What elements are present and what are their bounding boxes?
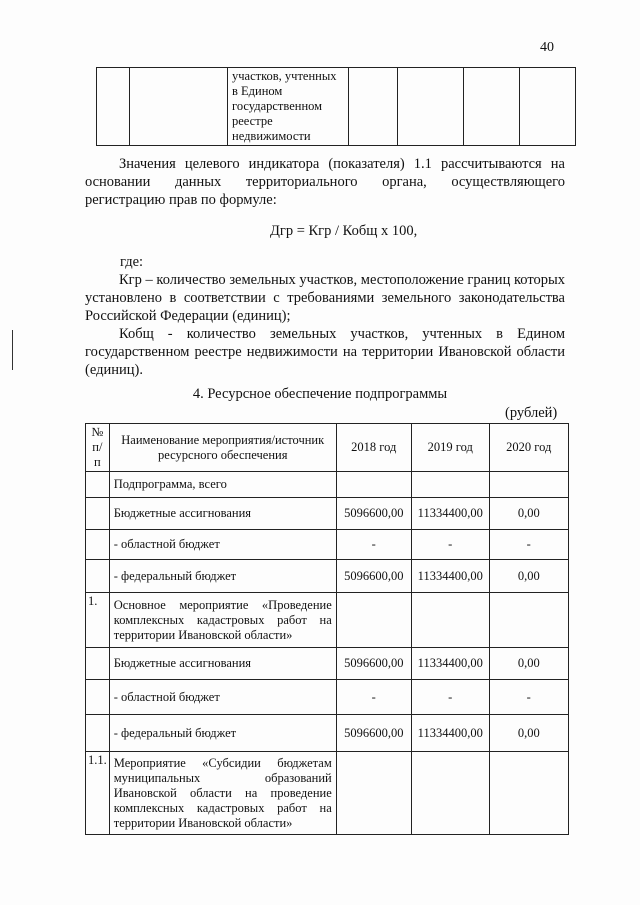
value-2018 (336, 472, 411, 498)
table-row (86, 752, 569, 835)
value-2018 (336, 752, 411, 835)
row-number (86, 648, 110, 680)
paragraph-indicator: Значения целевого индикатора (показателя) 1.1 рассчитываются на основании данных территориального органа, осуществляющего регистрацию прав по формуле: (85, 156, 565, 208)
value-2019: - (411, 530, 489, 560)
row-number: 1. (86, 593, 110, 648)
table-row (86, 530, 569, 560)
row-name: Бюджетные ассигнования (109, 648, 336, 680)
value-2019 (411, 593, 489, 648)
value-2020: 0,00 (489, 560, 568, 593)
row-number: 1.1. (86, 752, 110, 835)
value-2019: 11334400,00 (411, 498, 489, 530)
row-number (86, 530, 110, 560)
table-row (86, 680, 569, 715)
table-row (86, 560, 569, 593)
value-2019: 11334400,00 (411, 648, 489, 680)
resource-table (85, 423, 569, 835)
value-2020: 0,00 (489, 715, 568, 752)
value-2019: 11334400,00 (411, 560, 489, 593)
continued-table (96, 67, 576, 146)
value-2019: - (411, 680, 489, 715)
paragraph-kgr: Кгр – количество земельных участков, местоположение границ которых установлено в соответствии с требованиями земельного законодательства Российской Федерации (единиц); (85, 272, 565, 324)
section-title: 4. Ресурсное обеспечение подпрограммы (192, 386, 448, 402)
table-header: № п/п Наименование мероприятия/источник ресурсного обеспечения 2018 год 2019 год 2020 год (86, 424, 569, 472)
row-number (86, 715, 110, 752)
row-number (86, 498, 110, 530)
row-name: Подпрограмма, всего (109, 472, 336, 498)
table-row (86, 472, 569, 498)
value-2019 (411, 752, 489, 835)
value-2020: 0,00 (489, 648, 568, 680)
value-2018: - (336, 680, 411, 715)
where-label: где: (120, 254, 144, 270)
value-2020: 0,00 (489, 498, 568, 530)
value-2018: 5096600,00 (336, 560, 411, 593)
row-number (86, 560, 110, 593)
value-2018: 5096600,00 (336, 498, 411, 530)
row-name: Основное мероприятие «Проведение комплексных кадастровых работ на территории Ивановской области» (109, 593, 336, 648)
value-2018: 5096600,00 (336, 715, 411, 752)
value-2020: - (489, 680, 568, 715)
indicator-cell: участков, учтенных в Едином государственном реестре недвижимости (228, 68, 349, 146)
value-2019: 11334400,00 (411, 715, 489, 752)
units-label: (рублей) (505, 405, 558, 421)
table-row (86, 648, 569, 680)
row-name: - областной бюджет (109, 530, 336, 560)
table-row (86, 498, 569, 530)
value-2020 (489, 593, 568, 648)
row-name: - федеральный бюджет (109, 560, 336, 593)
table-row (86, 715, 569, 752)
row-number (86, 680, 110, 715)
value-2018: - (336, 530, 411, 560)
value-2019 (411, 472, 489, 498)
page-number: 40 (540, 40, 554, 55)
paragraph-kobsch: Кобщ - количество земельных участков, учтенных в Едином государственном реестре недвижимости на территории Ивановской области (единиц). (85, 326, 565, 378)
row-number (86, 472, 110, 498)
table-row (86, 593, 569, 648)
row-name: - областной бюджет (109, 680, 336, 715)
row-name: - федеральный бюджет (109, 715, 336, 752)
formula: Дгр = Кгр / Кобщ х 100, (270, 223, 418, 239)
value-2020: - (489, 530, 568, 560)
row-name: Бюджетные ассигнования (109, 498, 336, 530)
value-2020 (489, 472, 568, 498)
value-2018 (336, 593, 411, 648)
row-name: Мероприятие «Субсидии бюджетам муниципальных образований Ивановской области на проведение комплексных кадастровых работ на территории Ивановской области» (109, 752, 336, 835)
value-2018: 5096600,00 (336, 648, 411, 680)
value-2020 (489, 752, 568, 835)
scan-mark (12, 330, 13, 370)
